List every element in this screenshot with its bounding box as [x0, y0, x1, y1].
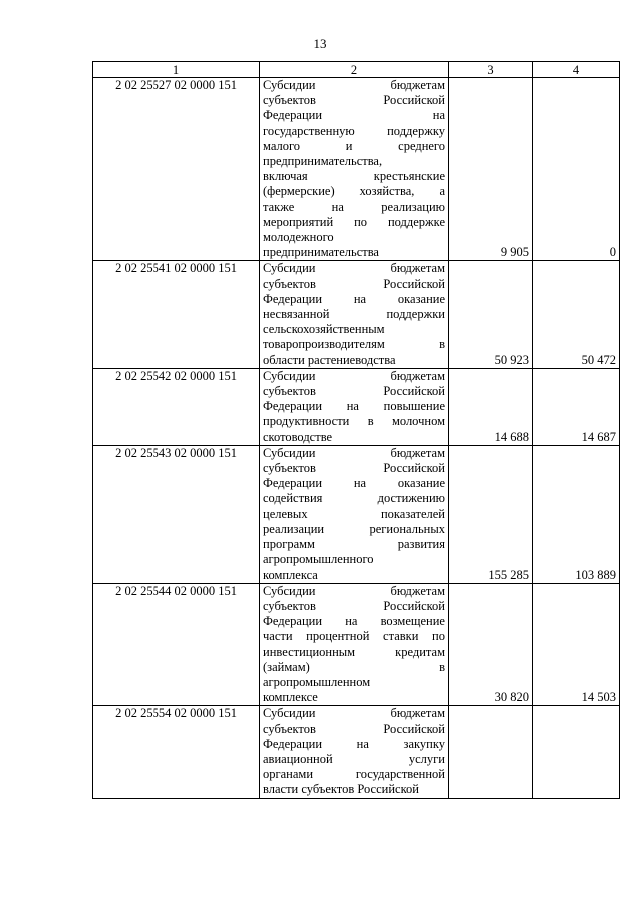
description-line: государственную поддержку	[263, 123, 445, 138]
amount-column-4-cell: 50 472	[533, 261, 620, 368]
description-line: Субсидии бюджетам	[263, 445, 445, 460]
table-row	[93, 261, 620, 368]
column-header-4: 4	[533, 62, 620, 78]
amount-column-4-cell: 14 687	[533, 368, 620, 445]
amount-column-3-cell: 155 285	[449, 445, 533, 583]
description-line: реализации региональных	[263, 521, 445, 536]
revenue-code-cell: 2 02 25541 02 0000 151	[93, 261, 260, 368]
description-line: агропромышленного	[263, 552, 374, 567]
column-header-2: 2	[260, 62, 449, 78]
description-cell	[260, 583, 449, 706]
description-line: Федерации на закупку	[263, 736, 445, 751]
amount-column-3-cell: 9 905	[449, 78, 533, 261]
description-line: Федерации на повышение	[263, 399, 445, 414]
description-line: сельскохозяйственным	[263, 322, 385, 337]
amount-column-3-cell: 50 923	[449, 261, 533, 368]
description-line: несвязанной поддержки	[263, 307, 445, 322]
description-line: Субсидии бюджетам	[263, 261, 445, 276]
description-line: молодежного	[263, 230, 334, 245]
description-line: скотоводстве	[263, 429, 333, 444]
description-line: власти субъектов Российской	[263, 782, 419, 797]
column-header-1: 1	[93, 62, 260, 78]
description-line: включая крестьянские	[263, 169, 445, 184]
description-line: программ развития	[263, 537, 445, 552]
description-line: комплексе	[263, 690, 318, 705]
page-number: 13	[313, 36, 327, 51]
description-line: (займам) в	[263, 659, 445, 674]
description-cell	[260, 78, 449, 261]
description-line: содействия достижению	[263, 491, 445, 506]
description-line: целевых показателей	[263, 506, 445, 521]
table-row	[93, 583, 620, 706]
amount-column-3-cell: 14 688	[449, 368, 533, 445]
description-cell	[260, 445, 449, 583]
description-line: субъектов Российской	[263, 93, 445, 108]
amount-column-4-cell: 14 503	[533, 583, 620, 706]
amount-column-4-cell: 103 889	[533, 445, 620, 583]
table-row	[93, 706, 620, 798]
revenue-code-cell: 2 02 25543 02 0000 151	[93, 445, 260, 583]
description-line: предпринимательства	[263, 245, 379, 260]
description-line: субъектов Российской	[263, 276, 445, 291]
description-line: малого и среднего	[263, 138, 445, 153]
description-line: мероприятий по поддержке	[263, 214, 445, 229]
description-line: Федерации на возмещение	[263, 614, 445, 629]
amount-column-4-cell: 0	[533, 78, 620, 261]
description-line: Субсидии бюджетам	[263, 368, 445, 383]
description-line: также на реализацию	[263, 199, 445, 214]
amount-column-3-cell: 30 820	[449, 583, 533, 706]
table-header-row	[93, 62, 620, 78]
table-row	[93, 445, 620, 583]
description-line: субъектов Российской	[263, 598, 445, 613]
description-line: субъектов Российской	[263, 461, 445, 476]
description-cell	[260, 261, 449, 368]
description-line: Федерации на	[263, 108, 445, 123]
description-line: Федерации на оказание	[263, 291, 445, 306]
table-row	[93, 368, 620, 445]
revenue-code-cell: 2 02 25527 02 0000 151	[93, 78, 260, 261]
revenue-code-cell: 2 02 25542 02 0000 151	[93, 368, 260, 445]
revenue-code-cell: 2 02 25544 02 0000 151	[93, 583, 260, 706]
description-line: Субсидии бюджетам	[263, 583, 445, 598]
amount-column-3-cell	[449, 706, 533, 798]
description-line: (фермерские) хозяйства, а	[263, 184, 445, 199]
amount-column-4-cell	[533, 706, 620, 798]
description-line: субъектов Российской	[263, 721, 445, 736]
description-line: Субсидии бюджетам	[263, 706, 445, 721]
description-line: комплекса	[263, 567, 318, 582]
column-header-3: 3	[449, 62, 533, 78]
description-line: товаропроизводителям в	[263, 337, 445, 352]
description-line: области растениеводства	[263, 352, 396, 367]
description-line: продуктивности в молочном	[263, 414, 445, 429]
description-line: субъектов Российской	[263, 384, 445, 399]
budget-revenue-table	[92, 61, 620, 799]
description-cell	[260, 706, 449, 798]
description-cell	[260, 368, 449, 445]
description-line: предпринимательства,	[263, 154, 383, 169]
description-line: Субсидии бюджетам	[263, 78, 445, 92]
revenue-code-cell: 2 02 25554 02 0000 151	[93, 706, 260, 798]
description-line: авиационной услуги	[263, 751, 445, 766]
description-line: части процентной ставки по	[263, 629, 445, 644]
table-row	[93, 78, 620, 261]
description-line: инвестиционным кредитам	[263, 644, 445, 659]
description-line: агропромышленном	[263, 674, 371, 689]
table-body	[93, 78, 620, 799]
description-line: Федерации на оказание	[263, 476, 445, 491]
description-line: органами государственной	[263, 767, 445, 782]
